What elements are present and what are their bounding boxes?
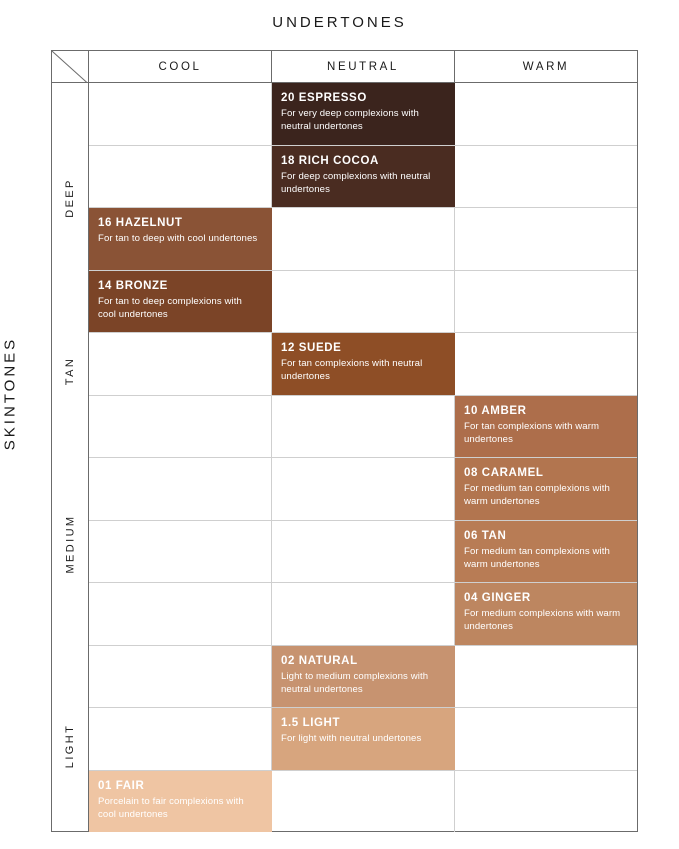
shade-description: For tan to deep complexions with cool undertones [98, 295, 242, 320]
empty-cell [455, 708, 637, 770]
shade-name: 02 NATURAL [281, 654, 358, 667]
empty-cell [89, 646, 272, 708]
shade-grid-row [89, 583, 637, 646]
shade-grid [51, 50, 638, 832]
shade-name: 10 AMBER [464, 404, 527, 417]
empty-cell [455, 271, 637, 333]
column-header-row [52, 51, 637, 83]
shade-name: 01 FAIR [98, 779, 145, 792]
row-group-label-light-text: LIGHT [64, 723, 76, 768]
column-header-cool: COOL [89, 51, 272, 82]
shade-grid-row [89, 333, 637, 396]
row-group-label-deep-text: DEEP [64, 178, 76, 219]
empty-cell [455, 646, 637, 708]
empty-cell [272, 396, 455, 458]
chart-title-skintones: SKINTONES [1, 336, 19, 451]
shade-name: 1.5 LIGHT [281, 717, 341, 729]
empty-cell [272, 271, 455, 333]
shade-grid-row [89, 458, 637, 521]
chart-title-undertones: UNDERTONES [272, 14, 407, 31]
empty-cell [89, 458, 272, 520]
shade-grid-row [89, 208, 637, 271]
shade-swatch[interactable] [455, 521, 637, 583]
shade-swatch[interactable] [272, 646, 455, 708]
shade-name: 08 CARAMEL [464, 467, 544, 479]
shade-grid-row [89, 708, 637, 771]
shade-description: For tan complexions with warm undertones [464, 420, 600, 445]
row-label-column [52, 83, 89, 832]
empty-cell [89, 333, 272, 395]
empty-cell [455, 771, 637, 833]
shade-description: For deep complexions with neutral undertones [281, 170, 431, 195]
shade-description: For medium tan complexions with warm undertones [464, 545, 610, 570]
shade-grid-row [89, 271, 637, 334]
shade-grid-row [89, 521, 637, 584]
shade-description: For light with neutral undertones [281, 733, 422, 745]
row-group-label-medium [52, 429, 88, 659]
shade-grid-row [89, 646, 637, 709]
row-group-label-light [52, 659, 88, 832]
grid-cells [89, 83, 637, 832]
row-group-label-medium-text: MEDIUM [64, 514, 77, 574]
empty-cell [455, 333, 637, 395]
shade-description: For tan complexions with neutral undertones [281, 358, 423, 383]
shade-description: For medium complexions with warm undertones [464, 608, 621, 633]
empty-cell [272, 771, 455, 833]
empty-cell [272, 521, 455, 583]
shade-swatch[interactable] [455, 396, 637, 458]
empty-cell [272, 458, 455, 520]
row-group-label-tan [52, 313, 88, 428]
shade-swatch[interactable] [89, 271, 272, 333]
shade-grid-row [89, 396, 637, 459]
shade-swatch[interactable] [455, 583, 637, 645]
shade-name: 04 GINGER [464, 592, 531, 604]
shade-name: 20 ESPRESSO [281, 92, 367, 104]
shade-swatch[interactable] [272, 146, 455, 208]
empty-cell [455, 83, 637, 145]
column-header-warm: WARM [522, 60, 570, 73]
corner-diagonal-cell [52, 51, 89, 82]
shade-swatch[interactable] [455, 458, 637, 520]
empty-cell [272, 208, 455, 270]
shade-grid-row [89, 146, 637, 209]
shade-grid-row [89, 771, 637, 833]
grid-body [52, 83, 637, 832]
row-group-label-deep [52, 83, 88, 313]
shade-swatch[interactable] [89, 208, 272, 270]
shade-swatch[interactable] [272, 708, 455, 770]
empty-cell [455, 146, 637, 208]
empty-cell [272, 583, 455, 645]
shade-swatch[interactable] [89, 771, 272, 833]
shade-description: For very deep complexions with neutral undertones [281, 108, 419, 133]
row-group-label-tan-text: TAN [63, 356, 76, 386]
shade-swatch[interactable] [272, 333, 455, 395]
empty-cell [89, 83, 272, 145]
shade-description: Porcelain to fair complexions with cool undertones [98, 795, 244, 820]
column-header-neutral: NEUTRAL [272, 51, 455, 82]
shade-name: 14 BRONZE [98, 279, 168, 292]
shade-name: 12 SUEDE [281, 342, 342, 354]
empty-cell [455, 208, 637, 270]
shade-description: Light to medium complexions with neutral undertones [281, 670, 429, 695]
shade-name: 06 TAN [464, 529, 507, 542]
shade-name: 18 RICH COCOA [281, 154, 379, 167]
empty-cell [89, 521, 272, 583]
empty-cell [89, 583, 272, 645]
shade-description: For tan to deep with cool undertones [98, 233, 258, 245]
shade-description: For medium tan complexions with warm undertones [464, 483, 610, 508]
empty-cell [89, 708, 272, 770]
empty-cell [89, 146, 272, 208]
shade-swatch[interactable] [272, 83, 455, 145]
shade-name: 16 HAZELNUT [98, 217, 183, 229]
empty-cell [89, 396, 272, 458]
shade-grid-row [89, 83, 637, 146]
